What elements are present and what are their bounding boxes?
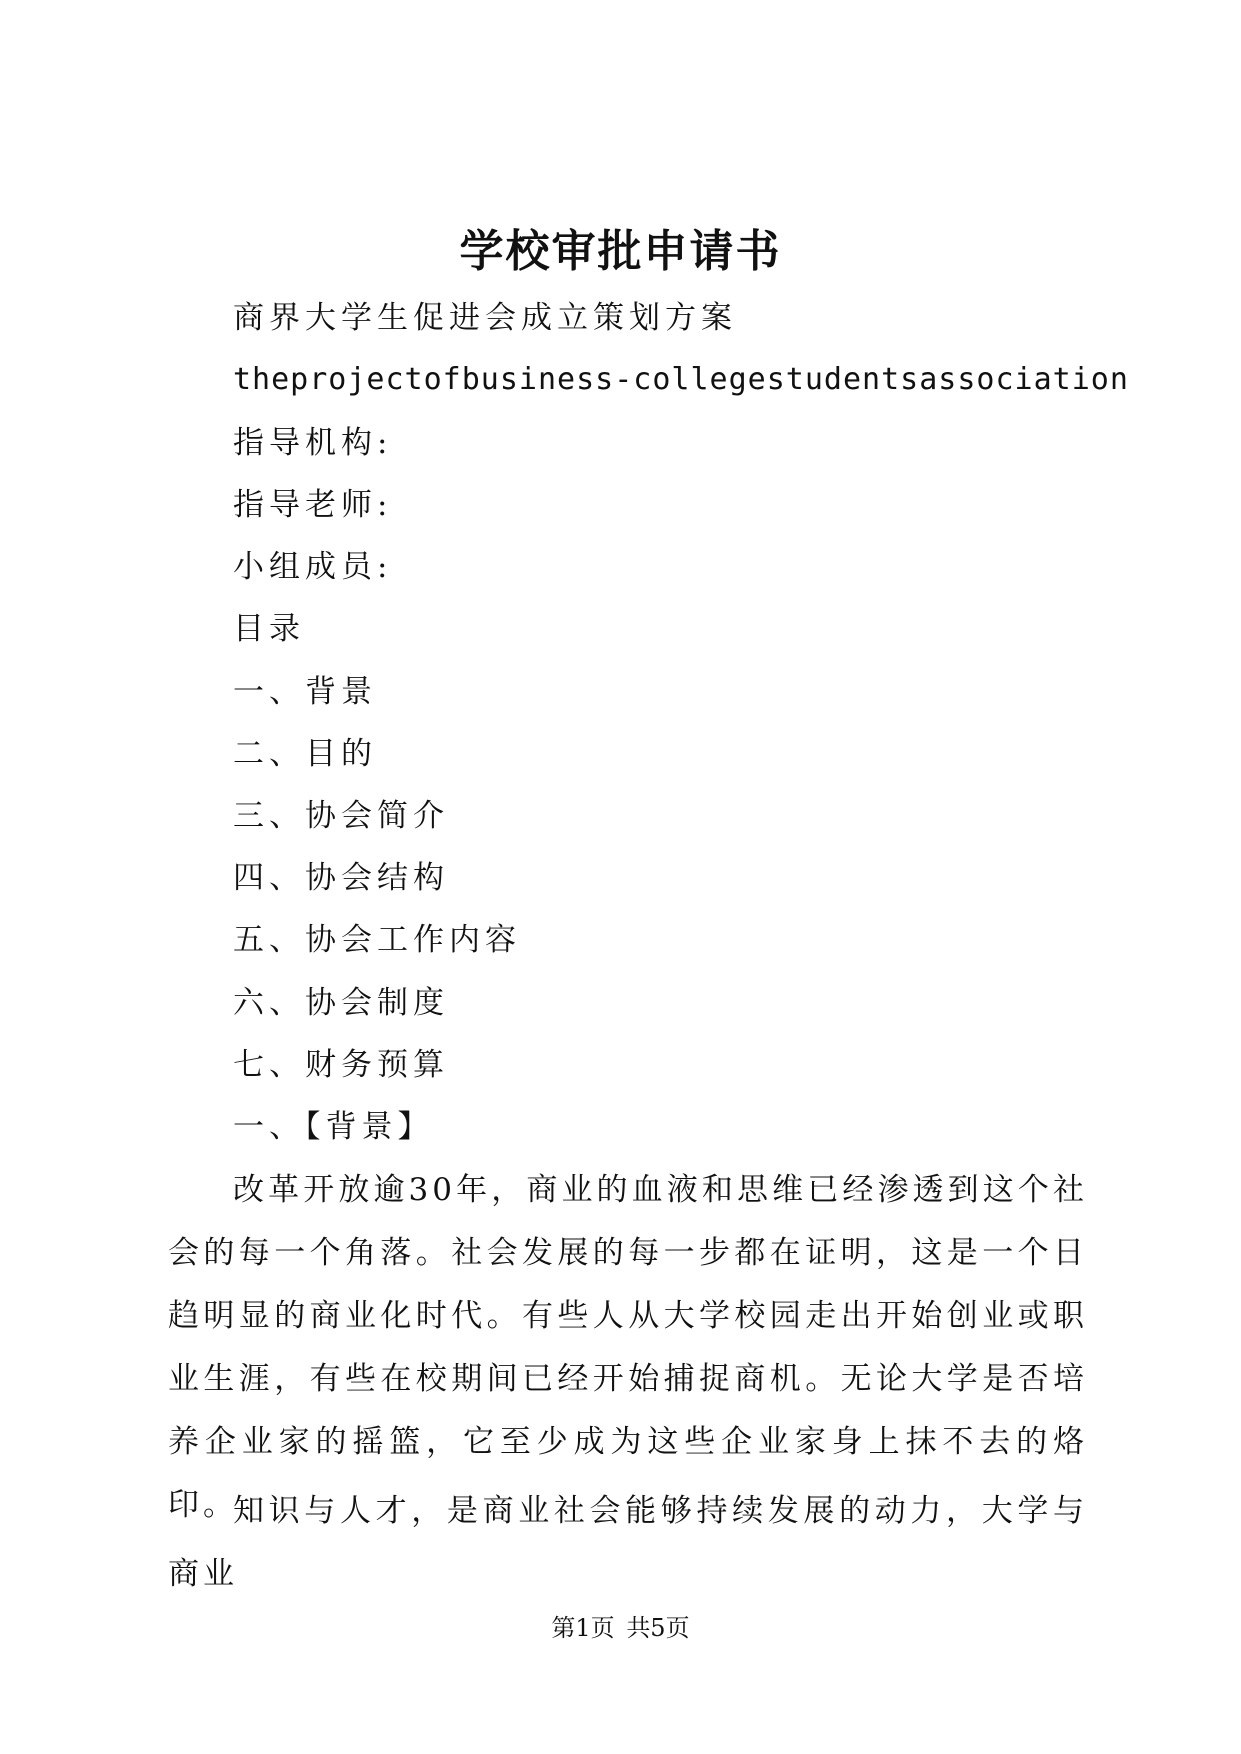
body-paragraph: 知识与人才，是商业社会能够持续发展的动力，大学与商业 xyxy=(168,1493,1088,1592)
toc-item-introduction: 三、协会简介 xyxy=(233,798,449,834)
page-number: 第1页 xyxy=(551,1614,615,1642)
section-heading-background: 一、【背景】 xyxy=(233,1109,434,1145)
toc-item-structure: 四、协会结构 xyxy=(233,860,449,896)
toc-item-budget: 七、财务预算 xyxy=(233,1047,449,1083)
page-total: 共5页 xyxy=(626,1614,690,1642)
toc-heading: 目录 xyxy=(233,611,305,647)
document-title: 学校审批申请书 xyxy=(459,226,782,277)
guiding-teacher-label: 指导老师: xyxy=(233,487,393,523)
page-footer xyxy=(0,1611,1241,1645)
group-members-label: 小组成员: xyxy=(233,549,393,585)
toc-item-work-content: 五、协会工作内容 xyxy=(233,922,521,958)
toc-item-purpose: 二、目的 xyxy=(233,736,377,772)
body-paragraph: 改革开放逾30年，商业的血液和思维已经渗透到这个社会的每一个角落。社会发展的每一步都在证明，这是一个日趋明显的商业化时代。有些人从大学校园走出开始创业或职业生涯，有些在校期间已经开始捕捉商机。无论大学是否培养企业家的摇篮，它至少成为这些企业家身上抹不去的烙印。 xyxy=(168,1172,1088,1523)
toc-item-rules: 六、协会制度 xyxy=(233,985,449,1021)
guiding-organization-label: 指导机构: xyxy=(233,425,393,461)
toc-item-background: 一、背景 xyxy=(233,674,377,710)
english-title-line: theprojectofbusiness-collegestudentsassociation xyxy=(233,362,1129,397)
subtitle-line: 商界大学生促进会成立策划方案 xyxy=(233,300,737,336)
